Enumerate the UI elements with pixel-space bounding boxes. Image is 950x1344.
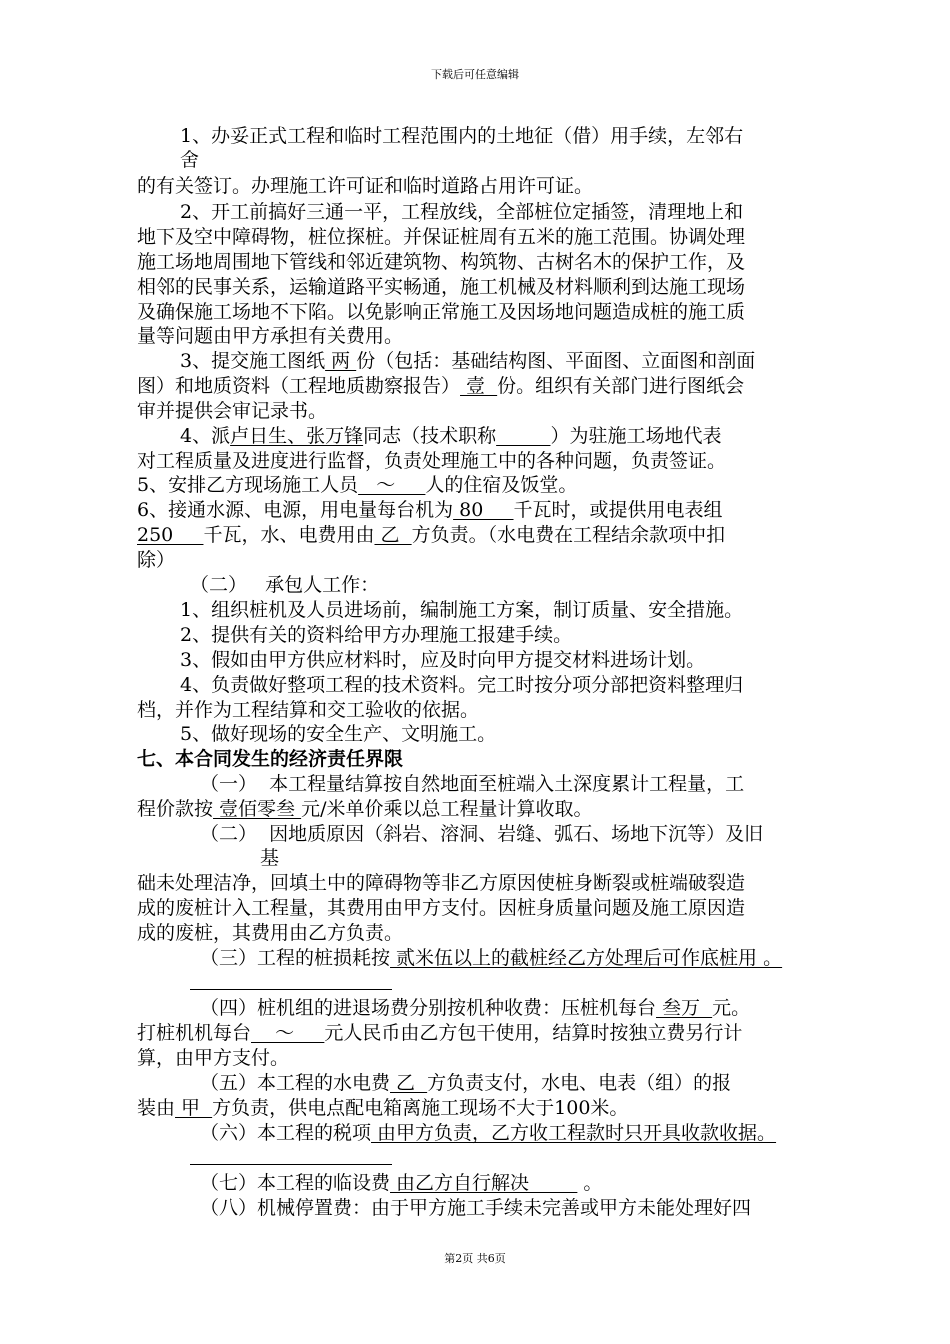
text-line: 图）和地质资料（工程地质勘察报告） 壹 份。组织有关部门进行图纸会 [137, 375, 745, 397]
text-line: 的有关签订。办理施工许可证和临时道路占用许可证。 [137, 175, 594, 197]
text-line: 档，并作为工程结算和交工验收的依据。 [137, 699, 480, 721]
text-line: 础未处理洁净，回填土中的障碍物等非乙方原因使桩身断裂或桩端破裂造 [137, 872, 746, 894]
blank-field: 250 [137, 524, 204, 546]
text-line: 6、接通水源、电源，用电量每台机为 80 千瓦时，或提供用电表组 [137, 499, 723, 521]
blank-field: 贰米伍以上的截桩经乙方处理后可作底桩用 。 [390, 947, 783, 969]
text-line: 舍 [180, 149, 200, 171]
text-line: （六）本工程的税项 由甲方负责，乙方收工程款时只开具收款收据。 [200, 1122, 777, 1144]
text-line: 及确保施工场地不下陷。以免影响正常施工及因场地问题造成桩的施工质 [137, 301, 746, 323]
blank-field: 甲 [175, 1097, 213, 1119]
blank-field: 壹 [460, 375, 498, 397]
text-line: 地下及空中障碍物，桩位探桩。并保证桩周有五米的施工范围。协调处理 [137, 226, 746, 248]
blank-field [496, 425, 550, 447]
blank-field: 由乙方自行解决 [390, 1172, 578, 1194]
text-line: 相邻的民事关系，运输道路平实畅通，施工机械及材料顺利到达施工现场 [137, 276, 746, 298]
text-line: （五）本工程的水电费 乙 方负责支付，水电、电表（组）的报 [200, 1072, 732, 1094]
text-line: 成的废桩，其费用由乙方负责。 [137, 922, 404, 944]
blank-field: ～ [358, 474, 426, 496]
text-line: 3、提交施工图纸 两 份（包括：基础结构图、平面图、立面图和剖面 [180, 350, 756, 372]
text-line: （三）工程的桩损耗按 贰米伍以上的截桩经乙方处理后可作底桩用 。 [200, 947, 783, 969]
blank-field: 壹佰零叁 [213, 798, 302, 820]
text-line: 成的废桩计入工程量，其费用由甲方支付。因桩身质量问题及施工原因造 [137, 897, 746, 919]
text-line: 审并提供会审记录书。 [137, 400, 328, 422]
text-line: 2、开工前搞好三通一平，工程放线，全部桩位定插签，清理地上和 [180, 201, 744, 223]
text-line: （七）本工程的临设费 由乙方自行解决 。 [200, 1172, 603, 1194]
text-line: 2、提供有关的资料给甲方办理施工报建手续。 [180, 624, 573, 646]
text-line: 4、派卢日生、张万锋同志（技术职称 ）为驻施工场地代表 [180, 425, 722, 447]
text-line: 基 [260, 847, 280, 869]
text-line: （八）机械停置费：由于甲方施工手续未完善或甲方未能处理好四 [200, 1197, 752, 1219]
text-line: （四）桩机组的进退场费分别按机种收费：压桩机每台 叁万 元。 [200, 997, 751, 1019]
text-line: 装由 甲 方负责，供电点配电箱离施工现场不大于100米。 [137, 1097, 629, 1119]
chapter-heading: 七、本合同发生的经济责任界限 [137, 748, 404, 770]
text-line: 除） [137, 549, 176, 571]
text-line: 4、负责做好整项工程的技术资料。完工时按分项分部把资料整理归 [180, 674, 744, 696]
page-footer: 第2页 共6页 [444, 1252, 506, 1265]
blank-field: ～ [251, 1022, 325, 1044]
text-line: （二） 因地质原因（斜岩、溶洞、岩缝、弧石、场地下沉等）及旧 [200, 823, 764, 845]
blank-field: 乙 [390, 1072, 428, 1094]
underline-continuation [190, 1164, 392, 1165]
blank-field: 卢日生、张万锋 [230, 425, 364, 447]
text-line: 对工程质量及进度进行监督，负责处理施工中的各种问题，负责签证。 [137, 450, 727, 472]
section-heading: （二） 承包人工作： [190, 574, 380, 596]
text-line: 程价款按 壹佰零叁 元/米单价乘以总工程量计算收取。 [137, 798, 593, 820]
text-line: 施工场地周围地下管线和邻近建筑物、构筑物、古树名木的保护工作，及 [137, 251, 746, 273]
blank-field: 两 [325, 350, 357, 372]
text-line: 5、做好现场的安全生产、文明施工。 [180, 723, 497, 745]
page-header: 下载后可任意编辑 [431, 68, 519, 81]
blank-field: 由甲方负责，乙方收工程款时只开具收款收据。 [371, 1122, 777, 1144]
text-line: 5、安排乙方现场施工人员 ～ 人的住宿及饭堂。 [137, 474, 578, 496]
text-line: 250 千瓦，水、电费用由 乙 方负责。（水电费在工程结余款项中扣 [137, 524, 726, 546]
blank-field: 80 [453, 499, 514, 521]
blank-field: 叁万 [656, 997, 713, 1019]
text-line: 3、假如由甲方供应材料时，应及时向甲方提交材料进场计划。 [180, 649, 706, 671]
text-line: 打桩机机每台 ～ 元人民币由乙方包干使用，结算时按独立费另行计 [137, 1022, 743, 1044]
text-line: 量等问题由甲方承担有关费用。 [137, 325, 404, 347]
text-line: 1、办妥正式工程和临时工程范围内的土地征（借）用手续，左邻右 [180, 125, 744, 147]
text-line: 1、组织桩机及人员进场前，编制施工方案，制订质量、安全措施。 [180, 599, 744, 621]
text-line: （一） 本工程量结算按自然地面至桩端入土深度累计工程量，工 [200, 773, 745, 795]
text-line: 算，由甲方支付。 [137, 1047, 290, 1069]
underline-continuation [190, 989, 392, 990]
blank-field: 乙 [374, 524, 412, 546]
